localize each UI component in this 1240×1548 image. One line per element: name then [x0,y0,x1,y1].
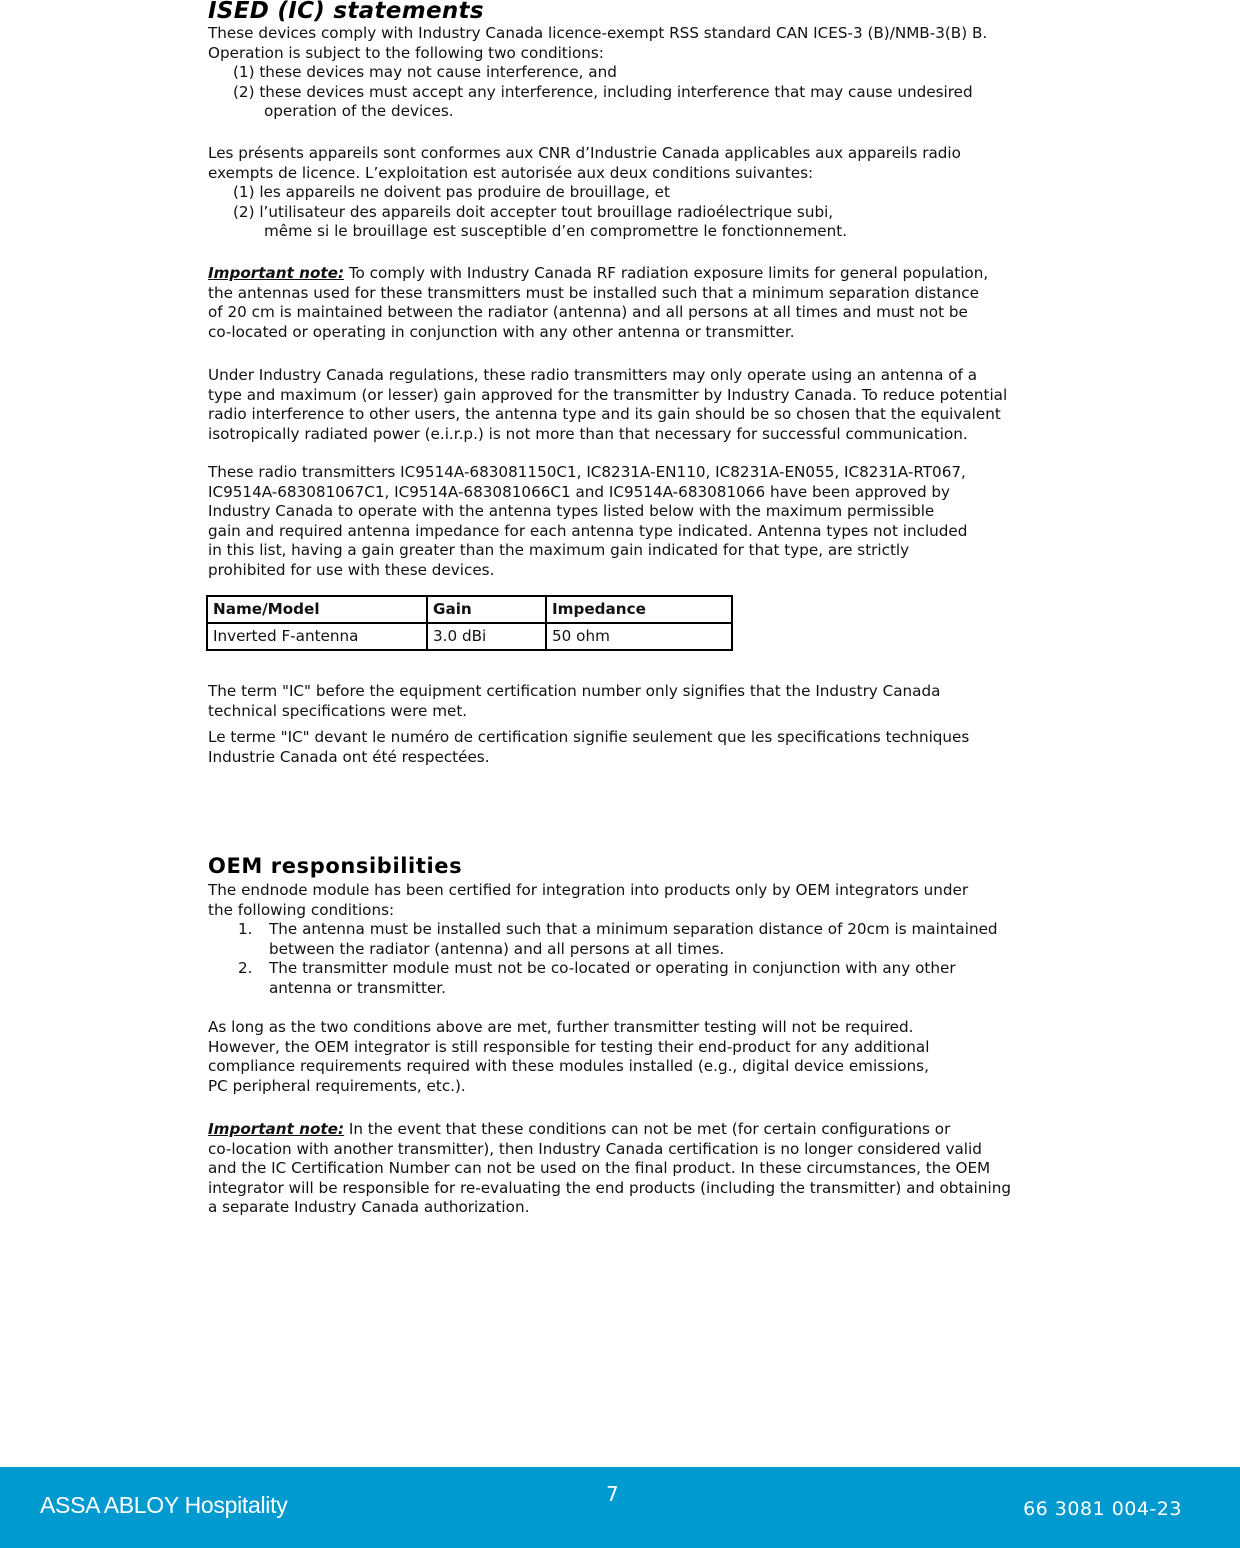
text-line: co-location with another transmitter), then Industry Canada certification is no longer considered valid [208,1139,982,1158]
list-item-continuation: antenna or transmitter. [269,978,446,997]
ised-intro [208,24,987,122]
list-item: (1) these devices may not cause interference, and [233,63,617,81]
text-line: the following conditions: [208,900,395,919]
text-line: The endnode module has been certified for integration into products only by OEM integrators under [208,881,969,899]
list-item-continuation: between the radiator (antenna) and all persons at all times. [269,939,725,958]
ic-term-fr [208,728,969,767]
ised-heading: ISED (IC) statements [208,0,484,24]
list-item [208,920,998,940]
list-text: The transmitter module must not be co-located or operating in conjunction with any other [269,959,956,977]
list-number: 1. [238,920,253,938]
oem-intro [208,881,998,998]
list-number: 2. [238,959,253,977]
ic-term-en [208,682,940,721]
oem-important-note [208,1120,1011,1218]
text-line: As long as the two conditions above are met, further transmitter testing will not be required. [208,1018,914,1036]
transmitters-paragraph [208,463,967,580]
text-line: and the IC Certification Number can not be used on the final product. In these circumstances, the OEM [208,1159,991,1177]
list-item-continuation: même si le brouillage est susceptible d’en compromettre le fonctionnement. [264,222,848,240]
text-line: IC9514A-683081067C1, IC9514A-683081066C1 and IC9514A-683081066 have been approved by [208,482,951,501]
table-cell: 50 ohm [546,623,732,650]
text-line: However, the OEM integrator is still responsible for testing their end-product for any additional [208,1037,930,1056]
text-line: These radio transmitters IC9514A-683081150C1, IC8231A-EN110, IC8231A-EN055, IC8231A-RT067, [208,463,966,481]
text-line: Operation is subject to the following two conditions: [208,43,604,62]
text-line: compliance requirements required with these modules installed (e.g., digital device emissions, [208,1057,929,1075]
text-line: In the event that these conditions can not be met (for certain configurations or [344,1120,951,1138]
text-line: integrator will be responsible for re-evaluating the end products (including the transmitter) and obtaining [208,1178,1012,1197]
text-line: PC peripheral requirements, etc.). [208,1076,466,1095]
text-line: Les présents appareils sont conformes aux CNR d’Industrie Canada applicables aux appareils radio [208,144,961,162]
list-text: The antenna must be installed such that a minimum separation distance of 20cm is maintained [269,920,998,938]
text-line: a separate Industry Canada authorization. [208,1198,530,1216]
text-line: co-located or operating in conjunction with any other antenna or transmitter. [208,322,795,341]
list-item: (1) les appareils ne doivent pas produire de brouillage, et [233,183,670,201]
table-cell: 3.0 dBi [427,623,546,650]
important-label: Important note: [208,1120,345,1138]
text-line: exempts de licence. L’exploitation est autorisée aux deux conditions suivantes: [208,163,814,182]
text-line: Under Industry Canada regulations, these radio transmitters may only operate using an antenna of a [208,366,978,384]
list-item [208,959,998,979]
document-number: 66 3081 004-23 [1023,1498,1182,1520]
text-line: isotropically radiated power (e.i.r.p.) is not more than that necessary for successful communication. [208,424,968,443]
text-line: prohibited for use with these devices. [208,560,495,579]
important-label: Important note: [208,264,345,282]
list-item: (2) l’utilisateur des appareils doit accepter tout brouillage radioélectrique subi, [233,202,834,221]
rf-important-note [208,264,988,342]
page-number: 7 [606,1482,619,1506]
text-line: These devices comply with Industry Canada licence-exempt RSS standard CAN ICES-3 (B)/NMB-3(B) B. [208,24,988,42]
header-gain: Gain [427,596,546,623]
text-line: Le terme "IC" devant le numéro de certification signifie seulement que les specifications techniques [208,728,970,746]
antenna-table [206,595,733,651]
oem-testing-paragraph [208,1018,929,1096]
table-header-row [207,596,732,623]
text-line: To comply with Industry Canada RF radiation exposure limits for general population, [344,264,989,282]
oem-heading: OEM responsibilities [208,854,463,878]
text-line: Industrie Canada ont été respectées. [208,747,490,766]
ised-french [208,144,961,242]
table-cell: Inverted F-antenna [207,623,427,650]
footer-bar [0,1467,1240,1548]
text-line: the antennas used for these transmitters must be installed such that a minimum separation distance [208,283,979,302]
table-row [207,623,732,650]
text-line: radio interference to other users, the antenna type and its gain should be so chosen that the equivalent [208,405,1001,423]
header-impedance: Impedance [546,596,732,623]
text-line: The term "IC" before the equipment certification number only signifies that the Industry Canada [208,682,941,700]
text-line: technical specifications were met. [208,701,468,720]
text-line: type and maximum (or lesser) gain approved for the transmitter by Industry Canada. To reduce potential [208,385,1008,404]
list-item: (2) these devices must accept any interference, including interference that may cause undesired [233,82,973,101]
brand-logo-text: ASSA ABLOY Hospitality [40,1492,288,1518]
regulations-paragraph [208,366,1007,444]
text-line: Industry Canada to operate with the antenna types listed below with the maximum permissible [208,502,935,520]
text-line: in this list, having a gain greater than the maximum gain indicated for that type, are strictly [208,541,910,559]
list-item-continuation: operation of the devices. [264,102,454,120]
header-name-model: Name/Model [207,596,427,623]
text-line: gain and required antenna impedance for each antenna type indicated. Antenna types not included [208,521,968,540]
text-line: of 20 cm is maintained between the radiator (antenna) and all persons at all times and must not be [208,303,968,321]
